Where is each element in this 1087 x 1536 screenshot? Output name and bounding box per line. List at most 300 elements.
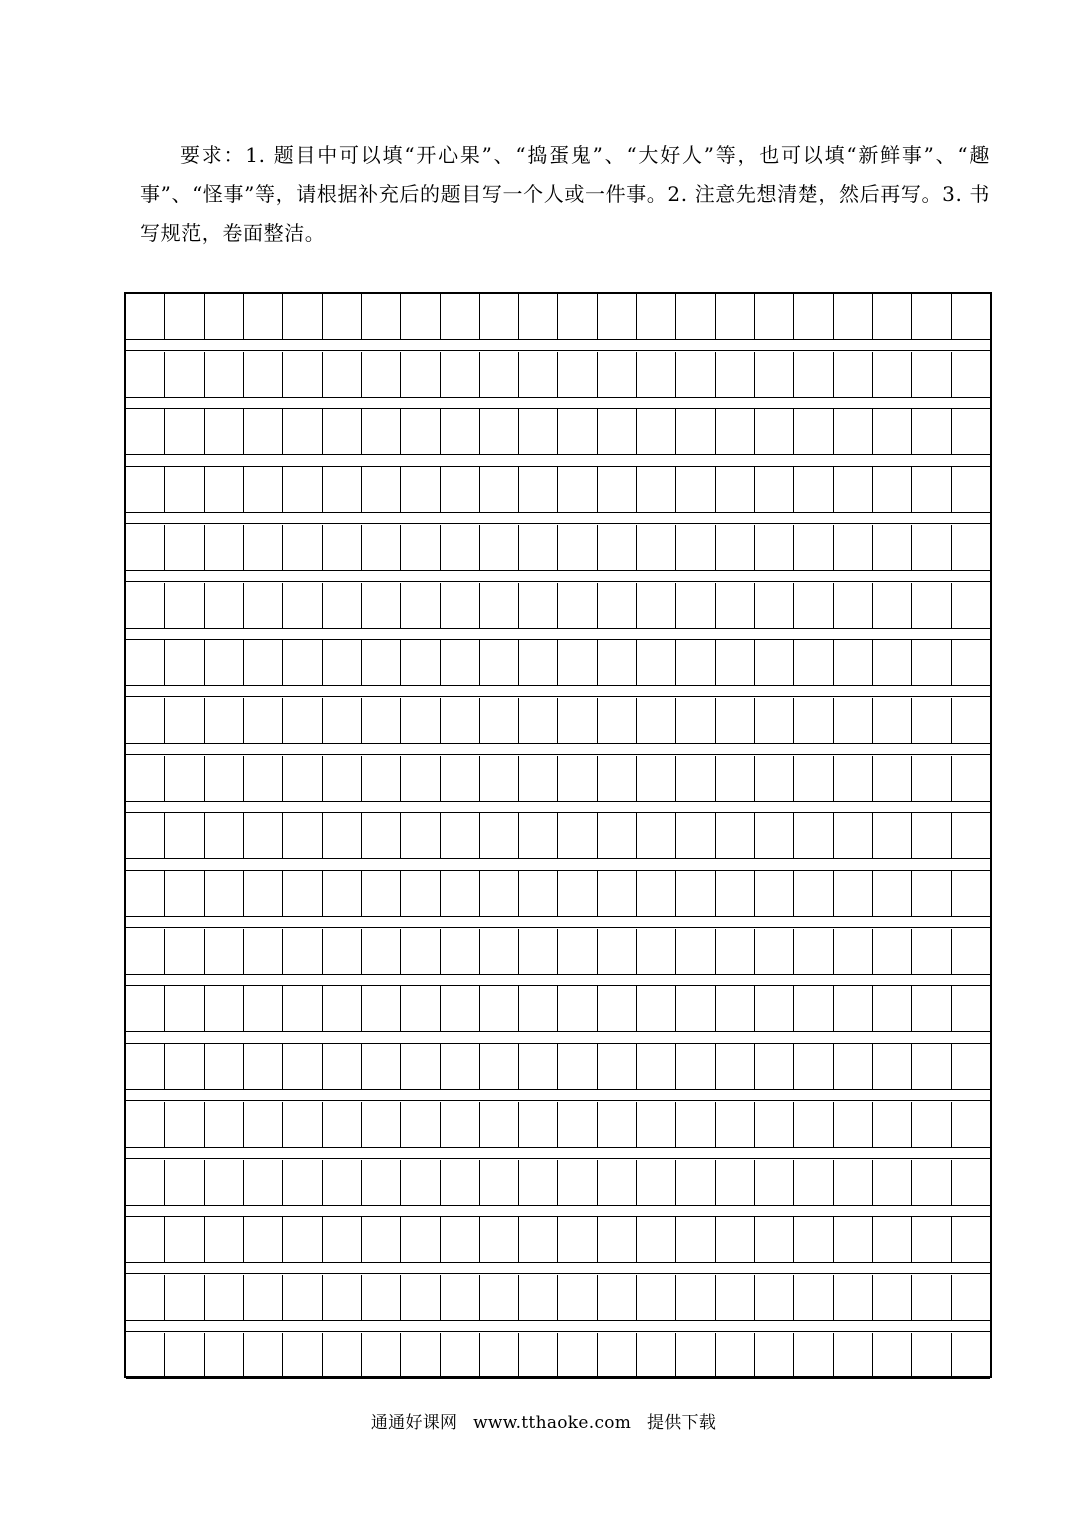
grid-cell xyxy=(637,525,676,570)
grid-cell xyxy=(637,1160,676,1205)
grid-cell xyxy=(912,1102,951,1147)
grid-cell xyxy=(716,294,755,339)
grid-cell xyxy=(362,929,401,974)
footer-suffix: 提供下载 xyxy=(646,1413,717,1433)
grid-cell xyxy=(952,986,990,1031)
grid-row xyxy=(126,871,990,916)
grid-cell xyxy=(794,871,833,916)
grid-cell xyxy=(205,1044,244,1089)
grid-cell xyxy=(755,813,794,858)
grid-cell xyxy=(362,1160,401,1205)
grid-rule xyxy=(126,743,990,744)
grid-cell xyxy=(952,1102,990,1147)
grid-cell xyxy=(165,409,204,454)
grid-cell xyxy=(126,756,165,801)
grid-cell xyxy=(126,525,165,570)
grid-cell xyxy=(637,640,676,685)
grid-cell xyxy=(794,467,833,512)
grid-cell xyxy=(676,1333,715,1378)
grid-cell xyxy=(283,813,322,858)
grid-cell xyxy=(126,813,165,858)
grid-cell xyxy=(401,409,440,454)
grid-cell xyxy=(441,294,480,339)
grid-cell xyxy=(205,1217,244,1262)
grid-cell xyxy=(637,1102,676,1147)
grid-cell xyxy=(794,294,833,339)
grid-cell xyxy=(480,1275,519,1320)
grid-cell xyxy=(676,409,715,454)
grid-cell xyxy=(362,467,401,512)
grid-row xyxy=(126,1102,990,1147)
grid-cell xyxy=(716,1333,755,1378)
grid-rule xyxy=(126,916,990,917)
grid-cell xyxy=(755,871,794,916)
grid-cell xyxy=(165,929,204,974)
grid-cell xyxy=(480,698,519,743)
grid-cell xyxy=(952,698,990,743)
grid-cell xyxy=(873,352,912,397)
grid-cell xyxy=(283,525,322,570)
grid-cell xyxy=(912,467,951,512)
grid-cell xyxy=(244,1044,283,1089)
grid-cell xyxy=(637,1044,676,1089)
grid-cell xyxy=(794,640,833,685)
grid-cell xyxy=(676,1275,715,1320)
grid-cell xyxy=(558,1333,597,1378)
grid-cell xyxy=(637,352,676,397)
grid-cell xyxy=(283,1333,322,1378)
grid-cell xyxy=(362,409,401,454)
grid-cell xyxy=(323,1333,362,1378)
grid-cell xyxy=(676,698,715,743)
grid-cell xyxy=(637,409,676,454)
grid-cell xyxy=(401,583,440,628)
grid-cell xyxy=(716,756,755,801)
grid-row xyxy=(126,698,990,743)
grid-cell xyxy=(480,871,519,916)
grid-cell xyxy=(126,352,165,397)
grid-cell xyxy=(362,640,401,685)
grid-cell xyxy=(952,813,990,858)
grid-cell xyxy=(480,352,519,397)
grid-cell xyxy=(558,929,597,974)
grid-cell xyxy=(952,1160,990,1205)
grid-rule xyxy=(126,858,990,859)
grid-row xyxy=(126,813,990,858)
grid-cell xyxy=(834,698,873,743)
grid-cell xyxy=(912,1217,951,1262)
grid-cell xyxy=(794,525,833,570)
grid-cell xyxy=(480,813,519,858)
grid-cell xyxy=(283,929,322,974)
grid-cell xyxy=(952,409,990,454)
grid-cell xyxy=(794,756,833,801)
grid-cell xyxy=(873,1333,912,1378)
grid-cell xyxy=(834,1275,873,1320)
grid-cell xyxy=(558,1102,597,1147)
footer-site-url: www.tthaoke.com xyxy=(473,1413,632,1433)
grid-cell xyxy=(362,1333,401,1378)
grid-cell xyxy=(834,294,873,339)
grid-cell xyxy=(283,698,322,743)
grid-cell xyxy=(126,1217,165,1262)
grid-row xyxy=(126,467,990,512)
grid-cell xyxy=(283,294,322,339)
grid-cell xyxy=(362,871,401,916)
grid-cell xyxy=(637,1333,676,1378)
grid-cell xyxy=(716,467,755,512)
grid-cell xyxy=(165,352,204,397)
grid-cell xyxy=(716,525,755,570)
grid-cell xyxy=(952,294,990,339)
grid-cell xyxy=(205,525,244,570)
grid-cell xyxy=(794,698,833,743)
composition-grid xyxy=(124,292,992,1378)
grid-cell xyxy=(873,813,912,858)
grid-cell xyxy=(912,1333,951,1378)
grid-cell xyxy=(676,1044,715,1089)
grid-cell xyxy=(755,756,794,801)
grid-cell xyxy=(873,756,912,801)
grid-cell xyxy=(676,1160,715,1205)
grid-cell xyxy=(401,986,440,1031)
grid-cell xyxy=(165,871,204,916)
grid-cell xyxy=(834,1044,873,1089)
grid-cell xyxy=(323,352,362,397)
grid-cell xyxy=(441,813,480,858)
grid-cell xyxy=(519,1217,558,1262)
grid-cell xyxy=(755,525,794,570)
grid-cell xyxy=(676,813,715,858)
grid-cell xyxy=(126,583,165,628)
grid-cell xyxy=(519,640,558,685)
grid-cell xyxy=(676,525,715,570)
grid-cell xyxy=(834,986,873,1031)
grid-cell xyxy=(637,698,676,743)
grid-cell xyxy=(558,756,597,801)
grid-cell xyxy=(323,1217,362,1262)
grid-cell xyxy=(205,640,244,685)
grid-cell xyxy=(401,698,440,743)
grid-cell xyxy=(558,986,597,1031)
grid-cell xyxy=(952,1333,990,1378)
grid-cell xyxy=(205,583,244,628)
grid-cell xyxy=(637,294,676,339)
grid-row xyxy=(126,1333,990,1378)
grid-cell xyxy=(558,352,597,397)
grid-cell xyxy=(912,583,951,628)
grid-cell xyxy=(912,409,951,454)
grid-cell xyxy=(165,640,204,685)
grid-cell xyxy=(165,294,204,339)
grid-rule xyxy=(126,339,990,340)
grid-cell xyxy=(519,1275,558,1320)
grid-cell xyxy=(519,1333,558,1378)
grid-cell xyxy=(794,1217,833,1262)
grid-cell xyxy=(244,698,283,743)
grid-cell xyxy=(126,1275,165,1320)
grid-cell xyxy=(244,756,283,801)
grid-cell xyxy=(126,294,165,339)
grid-cell xyxy=(676,756,715,801)
grid-cell xyxy=(873,698,912,743)
grid-cell xyxy=(794,986,833,1031)
grid-cell xyxy=(873,525,912,570)
grid-row xyxy=(126,583,990,628)
grid-cell xyxy=(480,525,519,570)
grid-cell xyxy=(244,294,283,339)
grid-cell xyxy=(834,409,873,454)
grid-cell xyxy=(441,698,480,743)
grid-cell xyxy=(283,871,322,916)
grid-cell xyxy=(362,813,401,858)
grid-cell xyxy=(401,813,440,858)
grid-cell xyxy=(480,467,519,512)
grid-cell xyxy=(244,1333,283,1378)
grid-cell xyxy=(873,871,912,916)
grid-rule xyxy=(126,685,990,686)
grid-cell xyxy=(441,1275,480,1320)
grid-rule xyxy=(126,1262,990,1263)
grid-cell xyxy=(362,698,401,743)
grid-cell xyxy=(323,583,362,628)
grid-cell xyxy=(676,871,715,916)
grid-cell xyxy=(952,352,990,397)
grid-cell xyxy=(676,294,715,339)
grid-cell xyxy=(244,871,283,916)
grid-row xyxy=(126,1275,990,1320)
grid-rule xyxy=(126,570,990,571)
grid-cell xyxy=(873,986,912,1031)
grid-cell xyxy=(873,1160,912,1205)
grid-row xyxy=(126,352,990,397)
grid-cell xyxy=(755,294,794,339)
grid-cell xyxy=(480,1102,519,1147)
grid-cell xyxy=(480,1160,519,1205)
grid-cell xyxy=(480,986,519,1031)
grid-cell xyxy=(598,525,637,570)
grid-cell xyxy=(480,294,519,339)
grid-cell xyxy=(755,583,794,628)
grid-cell xyxy=(873,583,912,628)
grid-cell xyxy=(952,467,990,512)
grid-cell xyxy=(873,1275,912,1320)
grid-cell xyxy=(126,1044,165,1089)
grid-cell xyxy=(794,1102,833,1147)
grid-cell xyxy=(283,467,322,512)
grid-cell xyxy=(794,1333,833,1378)
grid-rule xyxy=(126,512,990,513)
grid-cell xyxy=(598,1217,637,1262)
grid-cell xyxy=(755,929,794,974)
grid-cell xyxy=(637,986,676,1031)
grid-cell xyxy=(205,1333,244,1378)
grid-cell xyxy=(519,1044,558,1089)
grid-cell xyxy=(362,294,401,339)
grid-cell xyxy=(519,986,558,1031)
grid-cell xyxy=(519,467,558,512)
grid-cell xyxy=(598,352,637,397)
grid-cell xyxy=(244,986,283,1031)
grid-cell xyxy=(165,1102,204,1147)
grid-cell xyxy=(401,1275,440,1320)
grid-cell xyxy=(873,1102,912,1147)
grid-rule xyxy=(126,1378,990,1379)
grid-cell xyxy=(126,640,165,685)
grid-cell xyxy=(165,583,204,628)
grid-cell xyxy=(244,409,283,454)
grid-cell xyxy=(873,467,912,512)
grid-cell xyxy=(834,1160,873,1205)
grid-cell xyxy=(598,409,637,454)
grid-cell xyxy=(441,467,480,512)
grid-cell xyxy=(598,467,637,512)
grid-cell xyxy=(519,813,558,858)
grid-cell xyxy=(205,294,244,339)
grid-cell xyxy=(165,986,204,1031)
grid-rule xyxy=(126,397,990,398)
grid-cell xyxy=(676,640,715,685)
grid-rule xyxy=(126,801,990,802)
grid-cell xyxy=(323,640,362,685)
grid-cell xyxy=(283,1044,322,1089)
grid-cell xyxy=(716,409,755,454)
grid-cell xyxy=(323,1044,362,1089)
grid-cell xyxy=(126,1160,165,1205)
grid-cell xyxy=(323,929,362,974)
writing-requirements: 要求：1. 题目中可以填“开心果”、“捣蛋鬼”、“大好人”等，也可以填“新鲜事”、“趣事”、“怪事”等，请根据补充后的题目写一个人或一件事。2. 注意先想清楚，然后再写。3. 书写规范，卷面整洁。 xyxy=(140,143,990,245)
grid-rule xyxy=(126,628,990,629)
grid-cell xyxy=(441,1333,480,1378)
grid-cell xyxy=(205,467,244,512)
grid-cell xyxy=(912,929,951,974)
grid-cell xyxy=(952,640,990,685)
grid-cell xyxy=(165,1275,204,1320)
grid-cell xyxy=(401,871,440,916)
grid-cell xyxy=(126,1333,165,1378)
grid-cell xyxy=(558,525,597,570)
grid-cell xyxy=(480,929,519,974)
grid-cell xyxy=(323,1102,362,1147)
grid-cell xyxy=(441,1102,480,1147)
grid-cell xyxy=(598,1333,637,1378)
grid-cell xyxy=(834,583,873,628)
grid-cell xyxy=(598,813,637,858)
grid-cell xyxy=(244,583,283,628)
grid-cell xyxy=(794,352,833,397)
grid-cell xyxy=(952,871,990,916)
grid-cell xyxy=(205,986,244,1031)
grid-cell xyxy=(401,525,440,570)
grid-cell xyxy=(598,929,637,974)
grid-cell xyxy=(323,525,362,570)
grid-cell xyxy=(716,1275,755,1320)
grid-cell xyxy=(244,1160,283,1205)
grid-cell xyxy=(126,698,165,743)
grid-cell xyxy=(519,1160,558,1205)
grid-cell xyxy=(912,986,951,1031)
grid-cell xyxy=(834,467,873,512)
grid-cell xyxy=(912,813,951,858)
grid-cell xyxy=(834,525,873,570)
grid-cell xyxy=(283,640,322,685)
grid-cell xyxy=(323,294,362,339)
grid-row xyxy=(126,986,990,1031)
grid-cell xyxy=(401,1102,440,1147)
grid-cell xyxy=(362,986,401,1031)
grid-rule xyxy=(126,974,990,975)
grid-cell xyxy=(244,467,283,512)
grid-cell xyxy=(755,1333,794,1378)
grid-cell xyxy=(126,986,165,1031)
grid-cell xyxy=(558,813,597,858)
grid-cell xyxy=(637,756,676,801)
grid-cell xyxy=(558,294,597,339)
grid-cell xyxy=(205,929,244,974)
grid-cell xyxy=(952,1217,990,1262)
grid-cell xyxy=(716,813,755,858)
grid-cell xyxy=(834,813,873,858)
grid-cell xyxy=(323,871,362,916)
grid-cell xyxy=(323,698,362,743)
grid-cell xyxy=(912,871,951,916)
grid-cell xyxy=(794,583,833,628)
grid-cell xyxy=(480,1044,519,1089)
grid-cell xyxy=(637,813,676,858)
grid-cell xyxy=(873,640,912,685)
grid-cell xyxy=(912,352,951,397)
grid-cell xyxy=(244,813,283,858)
grid-cell xyxy=(558,1217,597,1262)
grid-cell xyxy=(716,640,755,685)
grid-rule xyxy=(126,1205,990,1206)
grid-cell xyxy=(165,1160,204,1205)
grid-cell xyxy=(401,352,440,397)
grid-cell xyxy=(558,409,597,454)
grid-cell xyxy=(519,1102,558,1147)
grid-cell xyxy=(165,813,204,858)
grid-cell xyxy=(362,1102,401,1147)
grid-cell xyxy=(873,1044,912,1089)
grid-cell xyxy=(244,1102,283,1147)
grid-cell xyxy=(834,1333,873,1378)
grid-cell xyxy=(558,640,597,685)
grid-cell xyxy=(441,871,480,916)
grid-cell xyxy=(244,929,283,974)
grid-cell xyxy=(205,1102,244,1147)
grid-cell xyxy=(912,640,951,685)
grid-row xyxy=(126,525,990,570)
grid-cell xyxy=(558,1275,597,1320)
grid-rule xyxy=(126,454,990,455)
grid-cell xyxy=(755,698,794,743)
grid-cell xyxy=(401,467,440,512)
grid-cell xyxy=(952,1044,990,1089)
grid-cell xyxy=(716,1160,755,1205)
grid-cell xyxy=(165,1217,204,1262)
grid-cell xyxy=(441,640,480,685)
grid-cell xyxy=(794,409,833,454)
grid-row xyxy=(126,756,990,801)
grid-cell xyxy=(598,1102,637,1147)
grid-cell xyxy=(558,1160,597,1205)
grid-cell xyxy=(283,352,322,397)
grid-cell xyxy=(401,640,440,685)
grid-cell xyxy=(165,467,204,512)
grid-cell xyxy=(637,1275,676,1320)
grid-cell xyxy=(598,871,637,916)
grid-cell xyxy=(323,467,362,512)
